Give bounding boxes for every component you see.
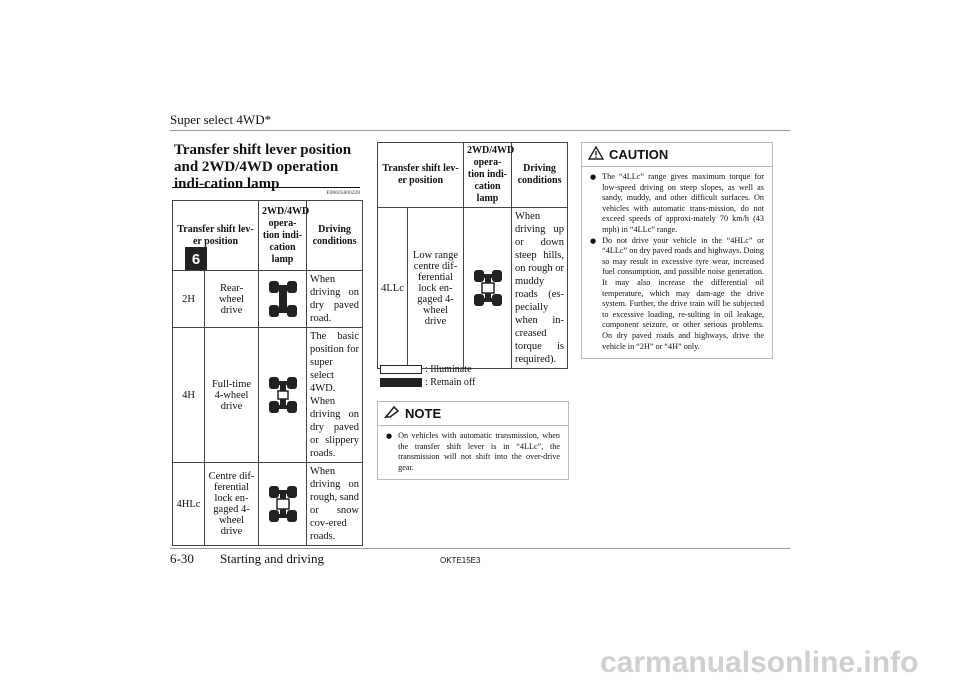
row-drive: Low range centre dif-ferential lock en-gaged 4-wheel drive [408,208,464,369]
chapter-name: Starting and driving [220,551,324,566]
list-item [590,172,764,236]
warning-triangle-icon [588,146,604,163]
note-header [378,402,568,426]
row-conditions: The basic position for super select 4WD. When driving on dry paved or slippery roads. [307,328,363,463]
4wd-lamp-icon [259,328,307,463]
note-text: On vehicles with automatic transmission, when the transfer shift lever is in “4LLc”, the transmission will not shift into the over-drive gear. [398,431,560,472]
bullet-icon: ● [590,173,597,181]
table-row [173,463,363,546]
transfer-table-left [172,200,363,546]
4wd-lock-lamp-icon [259,463,307,546]
caution-text: Do not drive your vehicle in the “4HLc” or “4LLc” on dry paved roads and highways. Doing so may result in excessive tyre wear, increased fuel consumption, and possible noise generation. It may also increase the differential oil temperature, which may dam-age the drive system. Further, the drive train will be subjected to excessive loading, re-sulting in oil leakage, component seizure, or other serious problems. On dry paved roads and highways, drive the vehicle in “2H” or “4H” only. [602,235,764,351]
note-icon [384,405,400,422]
document-id: OKTE15E3 [440,556,481,565]
list-item [386,431,560,473]
bullet-icon: ● [590,236,597,245]
bullet-icon: ● [386,432,393,440]
list-item [590,236,764,353]
note-box [377,401,569,480]
caution-body [582,167,772,358]
row-drive: Full-time 4-wheel drive [205,328,259,463]
page-header: Super select 4WD* [170,112,272,127]
header-conditions: Driving conditions [307,201,363,271]
footer-divider [170,548,790,549]
page-number: 6-30 [170,551,194,566]
illuminate-swatch [380,365,422,374]
table-row [173,271,363,328]
header-lamp: 2WD/4WD opera-tion indi-cation lamp [259,201,307,271]
table-row [173,328,363,463]
row-conditions: When driving on rough, sand or snow cov-ered roads. [307,463,363,546]
header-position: Transfer shift lev-er position [173,201,259,271]
header-conditions: Driving conditions [512,143,568,208]
row-position: 4LLc [378,208,408,369]
caution-text: The “4LLc” range gives maximum torque for low-speed driving on steep slopes, as well as sandy, muddy, and other difficult surfaces. On vehicles with automatic trans-mission, do not exceed speeds of approxi-mately 70 km/h (43 mph) in “4LLc” range. [602,172,764,234]
transfer-table-right [377,142,568,369]
row-drive: Centre dif-ferential lock en-gaged 4-wheel drive [205,463,259,546]
header-divider [170,130,790,131]
note-body [378,426,568,479]
note-label: NOTE [405,406,442,421]
legend-remain-off-label: : Remain off [425,377,476,388]
2wd-lamp-icon [259,271,307,328]
chapter-tab: 6 [185,247,207,271]
row-position: 4HLc [173,463,205,546]
section-title: Transfer shift lever position and 2WD/4WD operation indi-cation lamp [174,142,352,192]
row-conditions: When driving on dry paved road. [307,271,363,328]
row-conditions: When driving up or down steep hills, on rough or muddy roads (es-pecially when in-creased torque is required). [512,208,568,369]
header-lamp: 2WD/4WD opera-tion indi-cation lamp [464,143,512,208]
caution-header [582,143,772,167]
section-code: E00605800228 [326,190,360,196]
watermark: carmanualsonline.info [600,646,919,679]
remain-off-swatch [380,378,422,387]
4wd-lock-lamp-icon [464,208,512,369]
row-position: 2H [173,271,205,328]
title-divider [172,187,360,188]
table-row [378,208,568,369]
caution-box [581,142,773,359]
header-position: Transfer shift lev-er position [378,143,464,208]
legend-illuminate-label: : Illuminate [425,364,472,375]
caution-label: CAUTION [609,147,669,162]
legend-illuminate [380,364,471,375]
row-drive: Rear-wheel drive [205,271,259,328]
row-position: 4H [173,328,205,463]
legend-remain-off [380,377,475,388]
